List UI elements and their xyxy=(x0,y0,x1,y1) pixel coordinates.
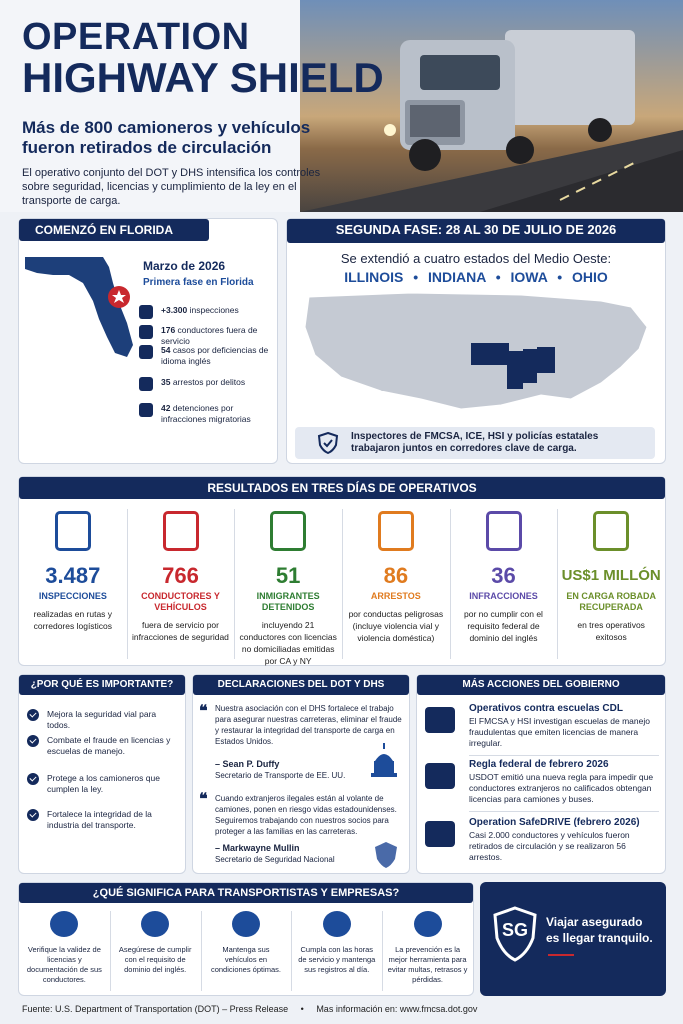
actions-card xyxy=(416,674,666,874)
handcuffs-icon xyxy=(378,511,414,551)
brand-card xyxy=(480,882,666,996)
page-title-line1: OPERATION xyxy=(22,16,250,58)
speech-icon xyxy=(139,345,153,359)
result-stat xyxy=(346,563,446,644)
phase2-card xyxy=(286,218,666,464)
florida-stat-value: 176 xyxy=(161,325,176,335)
result-stat xyxy=(561,563,661,643)
handcuffs-icon xyxy=(139,377,153,391)
meaning-divider xyxy=(110,911,111,991)
florida-stat-item xyxy=(161,377,277,388)
result-stat-label: CONDUCTORES Y VEHÍCULOS xyxy=(141,591,220,612)
brand-logo: SG xyxy=(501,920,528,940)
actions-heading: MÁS ACCIONES DEL GOBIERNO xyxy=(417,675,665,695)
quote-mark-icon: ❝ xyxy=(199,703,208,720)
shield-check-icon xyxy=(425,821,455,847)
result-stat-desc: fuera de servicio por infracciones de seguridad xyxy=(132,620,229,642)
result-stat xyxy=(131,563,231,643)
results-heading: RESULTADOS EN TRES DÍAS DE OPERATIVOS xyxy=(19,477,665,499)
footer-separator: • xyxy=(300,1004,304,1014)
quote-2-author: – Markwayne Mullin xyxy=(215,843,300,853)
why-heading: ¿POR QUÉ ES IMPORTANTE? xyxy=(19,675,185,695)
result-stat-label: ARRESTOS xyxy=(370,591,421,601)
check-icon xyxy=(27,809,39,821)
id-card-icon xyxy=(270,511,306,551)
state-ohio: OHIO xyxy=(572,269,608,285)
florida-date: Marzo de 2026 xyxy=(143,259,226,273)
result-stat xyxy=(23,563,123,632)
why-item: Protege a los camioneros que cumplen la ley. xyxy=(47,773,160,794)
result-stat-value: US$1 MILLÓN xyxy=(561,567,661,584)
result-stat-label: INFRACCIONES xyxy=(469,591,538,601)
florida-stat-value: 35 xyxy=(161,377,171,387)
check-icon xyxy=(27,709,39,721)
meaning-divider xyxy=(291,911,292,991)
results-card xyxy=(18,476,666,666)
result-stat xyxy=(238,563,338,667)
result-stat-value: 51 xyxy=(275,563,301,588)
florida-heading: COMENZÓ EN FLORIDA xyxy=(19,219,209,241)
action-divider xyxy=(469,811,659,812)
check-icon xyxy=(27,773,39,785)
phase2-note: Inspectores de FMCSA, ICE, HSI y policías estatales trabajaron juntos en corredores clave de carga. xyxy=(351,431,599,454)
state-iowa: IOWA xyxy=(510,269,548,285)
action-text: Casi 2.000 conductores y vehículos fueron retirados de circulación y se realizaron 56 arrestos. xyxy=(469,830,630,862)
action-text: El FMCSA y HSI investigan escuelas de manejo fraudulentas que emiten licencias de manera irregular. xyxy=(469,716,650,748)
florida-stat-item xyxy=(161,345,277,367)
check-icon xyxy=(27,735,39,747)
checklist-icon xyxy=(141,911,169,937)
state-indiana: INDIANA xyxy=(428,269,486,285)
quotes-card xyxy=(192,674,410,874)
meaning-item: Cumpla con las horas de servicio y mantenga sus registros al día. xyxy=(298,945,376,974)
state-illinois: ILLINOIS xyxy=(344,269,404,285)
result-stat-desc: realizadas en rutas y corredores logísticos xyxy=(33,609,113,631)
florida-stat-value: +3.300 xyxy=(161,305,188,315)
stat-divider xyxy=(234,509,235,659)
capitol-icon xyxy=(369,743,399,779)
brand-tagline: Viajar asegurado es llegar tranquilo. xyxy=(546,915,653,945)
florida-stat-label: inspecciones xyxy=(187,305,239,315)
quote-1: Nuestra asociación con el DHS fortalece el trabajo para asegurar nuestras carreteras, eliminar el fraude y restaurar la integridad del transporte de carga en Estados Unidos. xyxy=(215,704,402,746)
shield-icon xyxy=(317,432,339,454)
footer xyxy=(22,1004,477,1014)
result-stat-label: INMIGRANTES DETENIDOS xyxy=(256,591,320,612)
hero-header xyxy=(0,0,683,212)
footer-more-info: Mas información en: www.fmcsa.dot.gov xyxy=(316,1004,478,1014)
meaning-item: Asegúrese de cumplir con el requisito de dominio del inglés. xyxy=(118,945,192,974)
action-text: USDOT emitió una nueva regla para impedir que conductores extranjeros no calificados obtengan licencias para camiones y buses. xyxy=(469,772,654,804)
result-stat-value: 766 xyxy=(162,563,199,588)
result-stat-value: 86 xyxy=(383,563,409,588)
badge-icon xyxy=(373,841,399,869)
result-stat xyxy=(454,563,554,644)
clock-icon xyxy=(323,911,351,937)
magnifier-icon xyxy=(139,305,153,319)
result-stat-desc: en tres operativos exitosos xyxy=(577,620,645,642)
brand-underline xyxy=(548,954,574,956)
shield-check-icon xyxy=(414,911,442,937)
florida-stat-label: detenciones por infracciones migratorias xyxy=(161,403,251,424)
why-item: Fortalece la integridad de la industria del transporte. xyxy=(47,809,152,830)
usa-map-icon xyxy=(301,287,653,417)
stat-divider xyxy=(557,509,558,659)
meaning-item: La prevención es la mejor herramienta para evitar multas, retrasos y pérdidas. xyxy=(387,945,468,984)
result-stat-value: 3.487 xyxy=(45,563,101,588)
quotes-heading: DECLARACIONES DEL DOT Y DHS xyxy=(193,675,409,695)
phase2-heading: SEGUNDA FASE: 28 AL 30 DE JULIO DE 2026 xyxy=(287,219,665,243)
meaning-card xyxy=(18,882,474,996)
result-stat-label: EN CARGA ROBADA RECUPERADA xyxy=(566,591,656,612)
action-title: Regla federal de febrero 2026 xyxy=(469,759,609,770)
stat-divider xyxy=(127,509,128,659)
driver-icon xyxy=(139,325,153,339)
florida-stat-value: 42 xyxy=(161,403,171,413)
result-stat-desc: por no cumplir con el requisito federal de dominio del inglés xyxy=(464,609,543,643)
meaning-divider xyxy=(382,911,383,991)
action-title: Operation SafeDRIVE (febrero 2026) xyxy=(469,817,640,828)
florida-stat-value: 54 xyxy=(161,345,171,355)
phase2-states: ILLINOIS • INDIANA • IOWA • OHIO xyxy=(344,269,608,285)
shield-badge-icon xyxy=(139,403,153,417)
stat-divider xyxy=(342,509,343,659)
result-stat-label: INSPECCIONES xyxy=(38,591,107,601)
page-description: El operativo conjunto del DOT y DHS intensifica los controles sobre seguridad, licencias y cumplimiento de la ley en el transporte de carga. xyxy=(22,167,321,207)
quote-1-author: – Sean P. Duffy xyxy=(215,759,280,769)
cargo-box-icon xyxy=(593,511,629,551)
quote-2: Cuando extranjeros ilegales están al volante de camiones, ponen en riesgo vidas estadounidenses. Seguiremos trabajando con nuestros socios para proteger a las familias en las carreteras. xyxy=(215,794,397,836)
meaning-item: Mantenga sus vehículos en condiciones óptimas. xyxy=(210,945,282,974)
page-subtitle: Más de 800 camioneros y vehículos fueron retirados de circulación xyxy=(22,118,311,157)
florida-stat-label: arrestos por delitos xyxy=(170,377,246,387)
stat-divider xyxy=(450,509,451,659)
quote-2-role: Secretario de Seguridad Nacional xyxy=(215,855,335,864)
florida-stat-item xyxy=(161,305,277,316)
result-stat-value: 36 xyxy=(491,563,516,588)
why-item: Mejora la seguridad vial para todos. xyxy=(47,709,157,730)
florida-phase: Primera fase en Florida xyxy=(143,277,254,288)
quote-1-role: Secretario de Transporte de EE. UU. xyxy=(215,771,346,780)
document-icon xyxy=(425,763,455,789)
florida-map-icon xyxy=(23,253,147,363)
meaning-divider xyxy=(201,911,202,991)
meaning-heading: ¿QUÉ SIGNIFICA PARA TRANSPORTISTAS Y EMPRESAS? xyxy=(19,883,473,903)
result-stat-desc: incluyendo 21 conductores con licencias no domiciliadas emitidas por CA y NY xyxy=(239,620,337,666)
florida-card xyxy=(18,218,278,464)
truck-icon xyxy=(163,511,199,551)
clipboard-icon xyxy=(55,511,91,551)
action-title: Operativos contra escuelas CDL xyxy=(469,703,623,714)
action-divider xyxy=(469,755,659,756)
florida-stat-label: conductores fuera de servicio xyxy=(161,325,258,346)
speech-bubbles-icon xyxy=(486,511,522,551)
florida-stat-label: casos por deficiencias de idioma inglés xyxy=(161,345,269,366)
why-item: Combate el fraude en licencias y escuelas de manejo. xyxy=(47,735,171,756)
graduation-cap-icon xyxy=(425,707,455,733)
meaning-item: Verifique la validez de licencias y documentación de sus conductores. xyxy=(26,945,102,984)
footer-source: Fuente: U.S. Department of Transportation (DOT) – Press Release xyxy=(22,1004,289,1014)
user-check-icon xyxy=(50,911,78,937)
why-card xyxy=(18,674,186,874)
phase2-intro: Se extendió a cuatro estados del Medio Oeste: xyxy=(340,251,612,266)
truck-photo xyxy=(300,0,683,212)
florida-stat-item xyxy=(161,325,277,347)
phase2-note-box xyxy=(295,427,655,459)
florida-stat-item xyxy=(161,403,277,425)
quote-mark-icon: ❝ xyxy=(199,791,208,808)
truck-icon xyxy=(232,911,260,937)
result-stat-desc: por conductas peligrosas (incluye violencia vial y violencia doméstica) xyxy=(348,609,444,643)
page-title-line2: HIGHWAY SHIELD xyxy=(22,54,384,101)
